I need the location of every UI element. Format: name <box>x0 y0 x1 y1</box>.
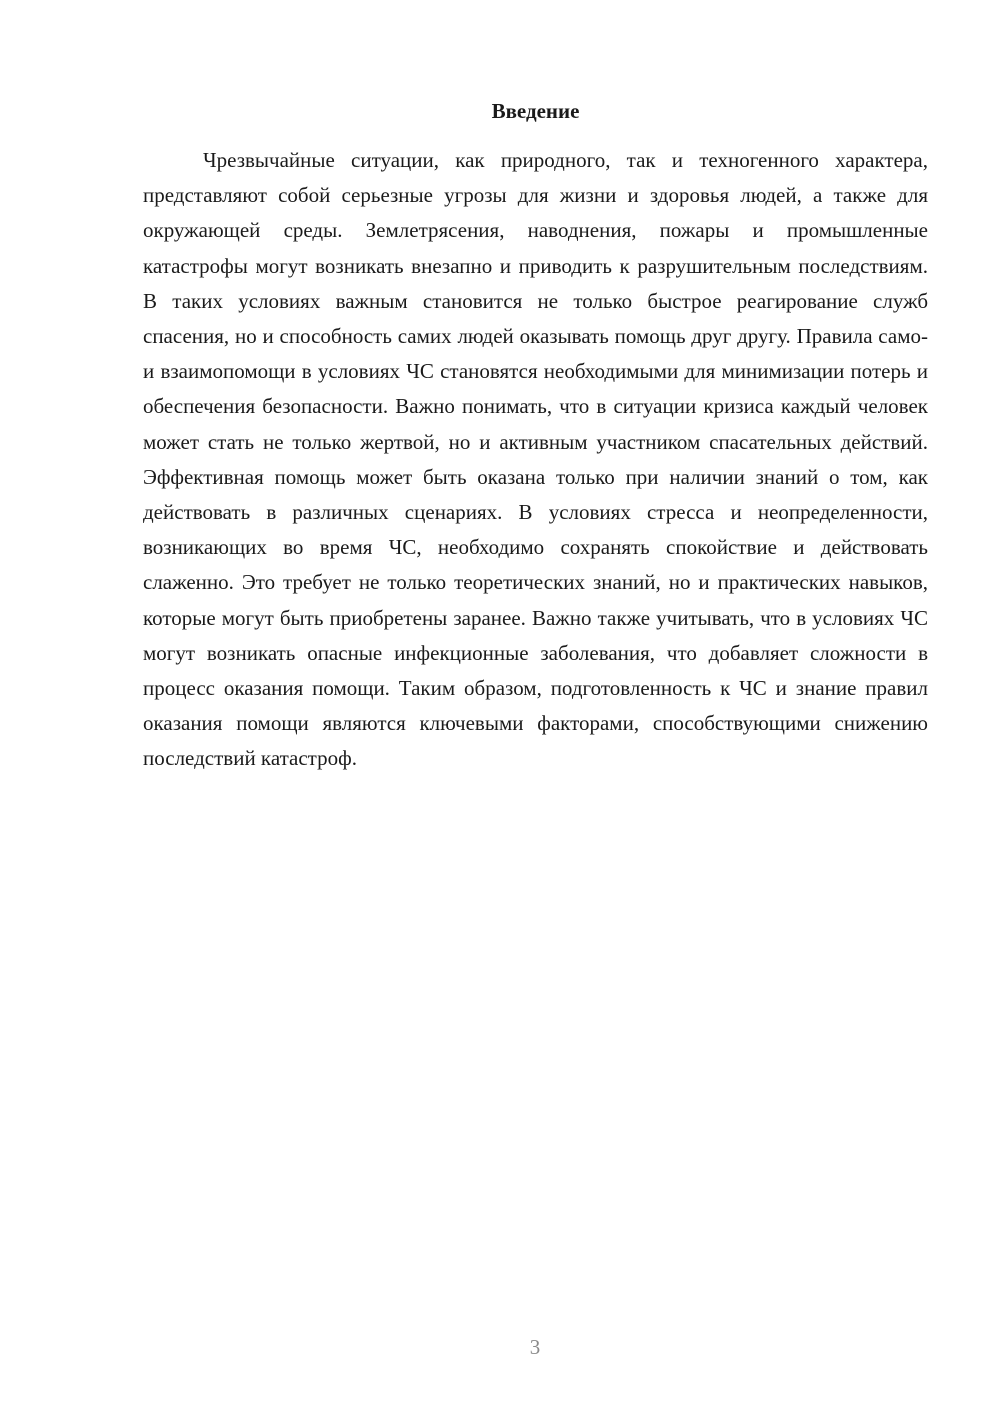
introduction-paragraph: Чрезвычайные ситуации, как природного, так и техногенного характера, представляют собой серьезные угрозы для жизни и здоровья людей, а также для окружающей среды. Землетрясения, наводнения, пожары и промышленные катастрофы могут возникать внезапно и приводить к разрушительным последствиям. В таких условиях важным становится не только быстрое реагирование служб спасения, но и способность самих людей оказывать помощь друг другу. Правила само- и взаимопомощи в условиях ЧС становятся необходимыми для минимизации потерь и обеспечения безопасности. Важно понимать, что в ситуации кризиса каждый человек может стать не только жертвой, но и активным участником спасательных действий. Эффективная помощь может быть оказана только при наличии знаний о том, как действовать в различных сценариях. В условиях стресса и неопределенности, возникающих во время ЧС, необходимо сохранять спокойствие и действовать слаженно. Это требует не только теоретических знаний, но и практических навыков, которые могут быть приобретены заранее. Важно также учитывать, что в условиях ЧС могут возникать опасные инфекционные заболевания, что добавляет сложности в процесс оказания помощи. Таким образом, подготовленность к ЧС и знание правил оказания помощи являются ключевыми факторами, способствующими снижению последствий катастроф. <box>143 148 928 771</box>
page-title: Введение <box>491 99 580 123</box>
page-number: 3 <box>529 1335 541 1359</box>
